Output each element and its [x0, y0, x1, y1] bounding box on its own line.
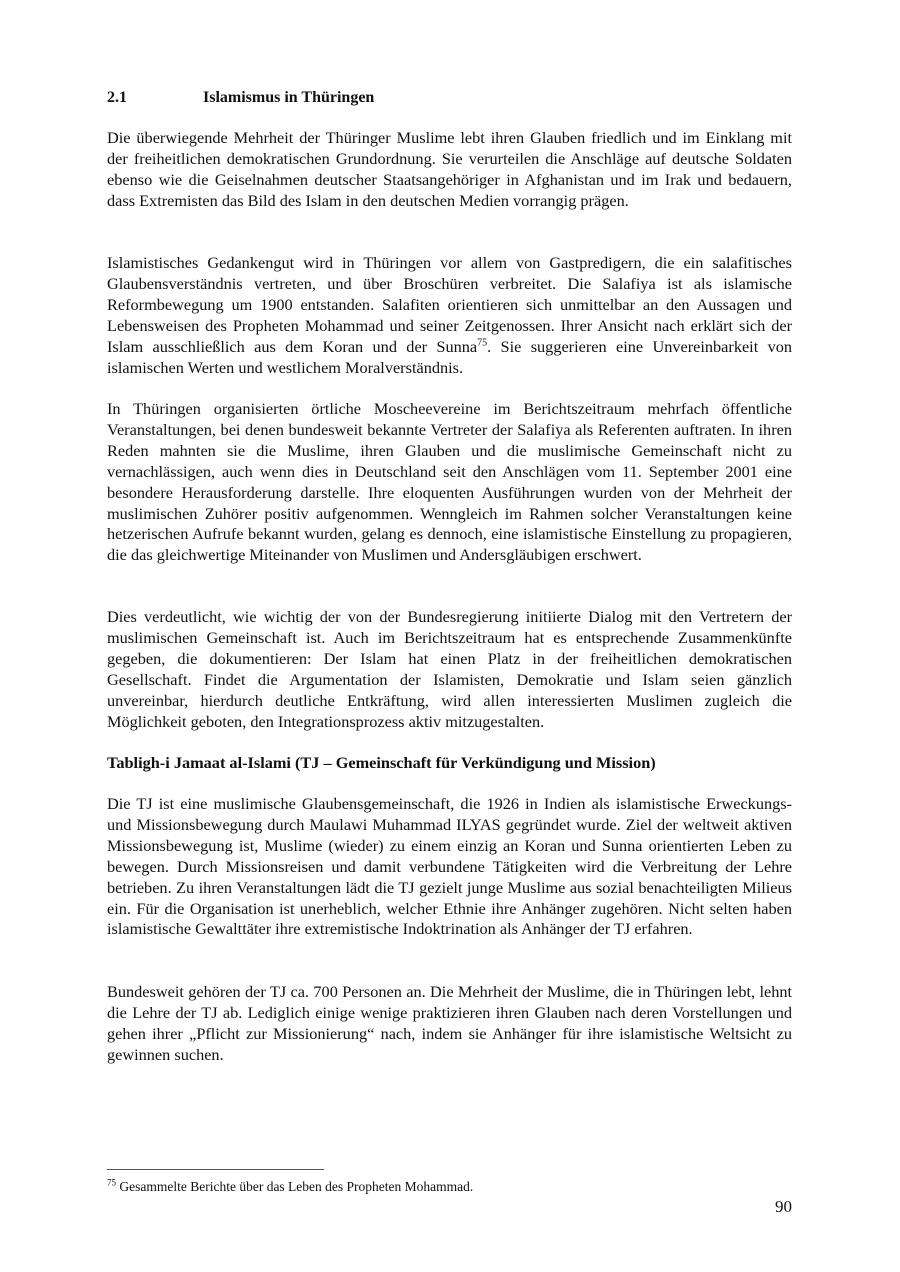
footnote-text: Gesammelte Berichte über das Leben des Propheten Mohammad. [116, 1179, 474, 1194]
page-number: 90 [775, 1197, 792, 1216]
paragraph-2 [107, 253, 792, 378]
footnote [107, 1178, 473, 1196]
paragraph-5: Die TJ ist eine muslimische Glaubensgemeinschaft, die 1926 in Indien als islamistische Erweckungs- und Missionsbewegung durch Maulawi Muhammad ILYAS gegründet wurde. Ziel der weltweit aktiven Missionsbewegung ist, Muslime (wieder) zu einem einzig an Koran und Sunna orientierten Leben zu bewegen. Durch Missionsreisen und damit verbundene Tätigkeiten wird die Verbreitung der Lehre betrieben. Zu ihren Veranstaltungen lädt die TJ gezielt junge Muslime aus sozial benachteiligten Milieus ein. Für die Organisation ist unerheblich, welcher Ethnie ihre Anhänger zugehören. Nicht selten haben islamistische Gewalttäter ihre extremistische Indoktrination als Anhänger der TJ erfahren. [107, 794, 792, 939]
paragraph-2-text-b: . Sie suggerieren eine Unvereinbarkeit von islamischen Werten und westlichem Moralverständnis. [107, 336, 792, 377]
paragraph-3: In Thüringen organisierten örtliche Moscheevereine im Berichtszeitraum mehrfach öffentliche Veranstaltungen, bei denen bundesweit bekannte Vertreter der Salafiya als Referenten auftraten. In ihren Reden mahnten sie die Muslime, ihren Glauben und die muslimische Gemeinschaft nicht zu vernachlässigen, auch wenn dies in Deutschland seit den Anschlägen vom 11. September 2001 eine besondere Herausforderung darstelle. Ihre eloquenten Ausführungen wurden von der Mehrheit der muslimischen Zuhörer positiv aufgenommen. Wenngleich im Rahmen solcher Veranstaltungen keine hetzerischen Aufrufe bekannt wurden, gelang es dennoch, eine islamistische Einstellung zu propagieren, die das gleichwertige Miteinander von Muslimen und Andersgläubigen erschwert. [107, 399, 792, 565]
paragraph-6: Bundesweit gehören der TJ ca. 700 Personen an. Die Mehrheit der Muslime, die in Thüringen lebt, lehnt die Lehre der TJ ab. Lediglich einige wenige praktizieren ihren Glauben nach deren Vorstellungen und gehen ihrer „Pflicht zur Missionierung“ nach, indem sie Anhänger für ihre islamistische Weltsicht zu gewinnen suchen. [107, 982, 792, 1064]
document-page [107, 0, 792, 1272]
footnote-separator [107, 1169, 324, 1170]
section-title: Islamismus in Thüringen [203, 89, 375, 106]
paragraph-2-text-a: Islamistisches Gedankengut wird in Thüringen vor allem von Gastpredigern, die ein salafitisches Glaubensverständnis vertreten, und über Broschüren verbreitet. Die Salafiya ist als islamische Reformbewegung um 1900 entstanden. Salafiten orientieren sich unmittelbar an den Aussagen und Lebensweisen des Propheten Mohammad und seiner Zeitgenossen. Ihrer Ansicht nach erklärt sich der Islam ausschließlich aus dem Koran und der Sunna [107, 253, 792, 356]
subheading-tabligh: Tabligh-i Jamaat al-Islami (TJ – Gemeinschaft für Verkündigung und Mission) [107, 753, 656, 772]
footnote-number: 75 [107, 1177, 116, 1188]
section-number: 2.1 [107, 89, 127, 106]
paragraph-1: Die überwiegende Mehrheit der Thüringer Muslime lebt ihren Glauben friedlich und im Einklang mit der freiheitlichen demokratischen Grundordnung. Sie verurteilen die Anschläge auf deutsche Soldaten ebenso wie die Geiselnahmen deutscher Staatsangehöriger in Afghanistan und im Irak und bedauern, dass Extremisten das Bild des Islam in den deutschen Medien vorrangig prägen. [107, 128, 792, 210]
paragraph-4: Dies verdeutlicht, wie wichtig der von der Bundesregierung initiierte Dialog mit den Vertretern der muslimischen Gemeinschaft ist. Auch im Berichtszeitraum hat es entsprechende Zusammenkünfte gegeben, die dokumentieren: Der Islam hat einen Platz in der freiheitlichen demokratischen Gesellschaft. Findet die Argumentation der Islamisten, Demokratie und Islam seien gänzlich unvereinbar, hierdurch deutliche Entkräftung, wird allen interessierten Muslimen zugleich die Möglichkeit geboten, den Integrationsprozess aktiv mitzugestalten. [107, 607, 792, 731]
section-heading [107, 87, 374, 108]
footnote-reference: 75 [477, 337, 488, 349]
